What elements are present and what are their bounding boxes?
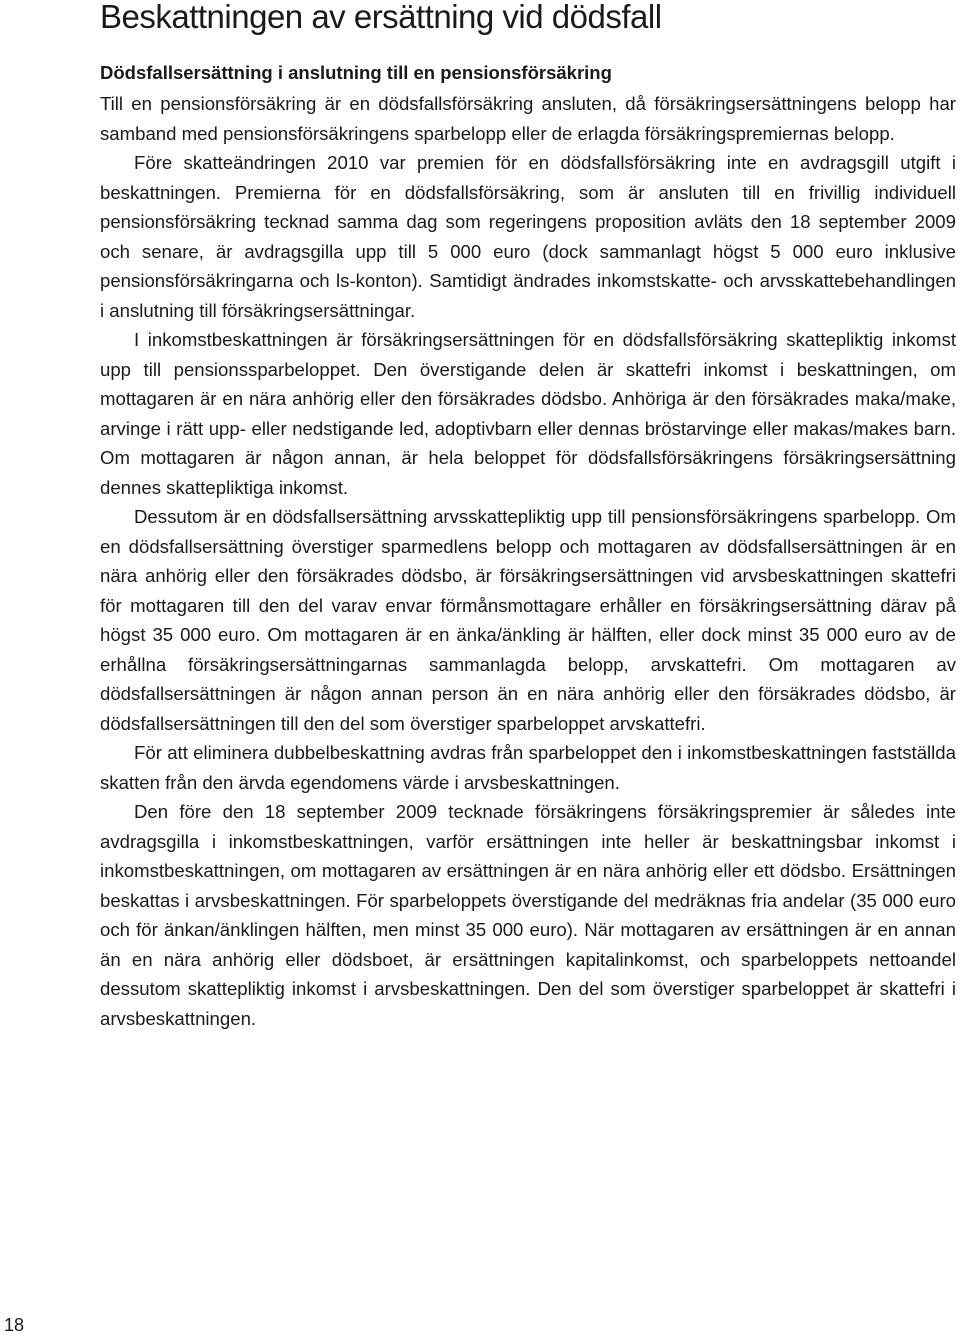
- paragraph: Dessutom är en dödsfallsersättning arvsskattepliktig upp till pensionsförsäkringens sparbelopp. Om en dödsfallsersättning överstiger sparmedlens belopp och mottagaren av dödsfallsersättningen är en nära anhörig eller den försäkrades dödsbo, är försäkringsersättningen vid arvsbeskattningen skattefri för mottagaren till den del varav envar förmånsmottagare erhåller en försäkringsersättning därav på högst 35 000 euro. Om mottagaren är en änka/änkling är hälften, eller dock minst 35 000 euro av de erhållna försäkringsersättningarnas sammanlagda belopp, arvskattefri. Om mottagaren av dödsfallsersättningen är någon annan person än en nära anhörig eller den försäkrades dödsbo, är dödsfallsersättningen till den del som överstiger sparbeloppet arvskattefri.: [100, 506, 956, 734]
- paragraph: Före skatteändringen 2010 var premien för en dödsfallsförsäkring inte en avdragsgill utgift i beskattningen. Premierna för en dödsfallsförsäkring, som är ansluten till en frivillig individuell pensionsförsäkring tecknad samma dag som regeringens proposition avläts den 18 september 2009 och senare, är avdragsgilla upp till 5 000 euro (dock sammanlagt högst 5 000 euro inklusive pensionsförsäkringarna och ls-konton). Samtidigt ändrades inkomstskatte- och arvsskattebehandlingen i anslutning till försäkringsersättningar.: [100, 152, 956, 321]
- paragraph: För att eliminera dubbelbeskattning avdras från sparbeloppet den i inkomstbeskattningen fastställda skatten från den ärvda egendomens värde i arvsbeskattningen.: [100, 742, 956, 793]
- paragraph: Till en pensionsförsäkring är en dödsfallsförsäkring ansluten, då försäkringsersättningens belopp har samband med pensionsförsäkringens sparbelopp eller de erlagda försäkringspremiernas belopp.: [100, 93, 956, 144]
- page-number: 18: [4, 1315, 25, 1335]
- paragraph: Den före den 18 september 2009 tecknade försäkringens försäkringspremier är således inte avdragsgilla i inkomstbeskattningen, varför ersättningen inte heller är beskattningsbar inkomst i inkomstbeskattningen, om mottagaren av ersättningen är en nära anhörig eller ett dödsbo. Ersättningen beskattas i arvsbeskattningen. För sparbeloppets överstigande del medräknas fria andelar (35 000 euro och för änkan/änklingen hälften, men minst 35 000 euro). När mottagaren av ersättningen är en annan än en nära anhörig eller dödsboet, är ersättningen kapitalinkomst, och sparbeloppets nettoandel dessutom skattepliktig inkomst i arvsbeskattningen. Den del som överstiger sparbeloppet är skattefri i arvsbeskattningen.: [100, 801, 956, 1029]
- page-title: Beskattningen av ersättning vid dödsfall: [100, 0, 662, 35]
- section-heading: Dödsfallsersättning i anslutning till en pensionsförsäkring: [100, 62, 612, 83]
- body-text: [100, 89, 956, 1033]
- paragraph: I inkomstbeskattningen är försäkringsersättningen för en dödsfallsförsäkring skattepliktig inkomst upp till pensionssparbeloppet. Den överstigande delen är skattefri inkomst i beskattningen, om mottagaren är en nära anhörig eller den försäkrades dödsbo. Anhöriga är den försäkrades maka/make, arvinge i rätt upp- eller nedstigande led, adoptivbarn eller dennas bröstarvinge eller makas/makes barn. Om mottagaren är någon annan, är hela beloppet för dödsfallsförsäkringens försäkringsersättning dennes skattepliktiga inkomst.: [100, 329, 956, 498]
